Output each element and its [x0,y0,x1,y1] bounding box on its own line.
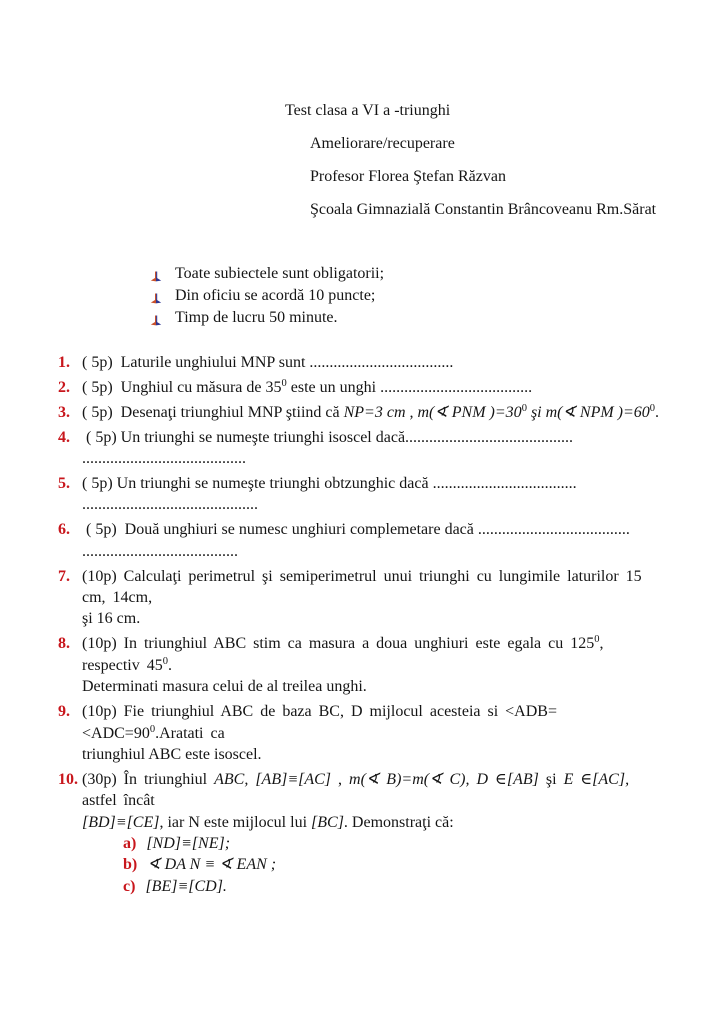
question-row-10 [58,769,664,897]
math-text: ∢ DA N ≡ ∢ EAN ; [147,856,277,874]
plain-text: .Aratati ca [155,724,225,742]
header-professor: Profesor Florea Ştefan Răzvan [310,168,506,185]
instruction-item [150,285,724,307]
question-line [82,676,664,697]
arrow-tack-bullet-icon [150,290,162,302]
plain-text: . Demonstraţi că: [343,813,454,831]
math-text: [BD]≡[CE] [82,813,160,831]
plain-text: ( 5p) Laturile unghiului MNP sunt .................................... [82,354,454,371]
question-content [82,352,664,373]
plain-text: este un unghi ...................................... [286,378,533,396]
question-line [82,744,664,765]
question-line [82,833,664,854]
question-content [82,701,664,765]
question-line [82,402,664,423]
plain-text: (10p) Calculaţi perimetrul şi semiperimetrul unui triunghi cu lungimile laturilor 15 cm, 14cm, [82,567,649,607]
math-text: şi m(∢ NPM )=60 [526,403,650,421]
question-number: 3. [58,403,70,421]
question-content [82,377,664,398]
plain-text: ( 5p) Două unghiuri se numesc unghiuri complemetare dacă ...................................... [82,521,630,539]
question-row-9 [58,701,664,765]
math-text: NP=3 cm , m(∢ PNM )=30 [343,403,522,421]
question-content [82,566,664,630]
document-title: Test clasa a VI a -triunghi [285,102,451,119]
question-line [82,352,664,373]
question-line [82,701,664,744]
question-number: 9. [58,703,70,721]
document-header [0,0,724,219]
plain-text: ( 5p) Un triunghi se numeşte triunghi obtzunghic dacă .................................... [82,475,577,493]
question-row-2 [58,377,664,398]
question-line [82,377,664,398]
plain-text: , respectiv 45 [82,635,611,674]
superscript: 0 [149,723,156,735]
subitem-label: b) [123,856,138,874]
plain-text: (30p) În triunghiul [82,770,215,788]
question-line [82,519,664,540]
header-school: Şcoala Gimnazială Constantin Brâncoveanu Rm.Sărat [310,201,657,218]
header-subtitle: Ameliorare/recuperare [310,135,455,152]
plain-text: (10p) Fie triunghiul ABC de baza BC, D mijlocul acesteia si <ADB=<ADC=90 [82,703,557,742]
plain-text: ( 5p) Desenaţi triunghiul MNP ştiind că [82,403,344,421]
plain-text: triunghiul ABC este isoscel. [82,745,262,763]
question-number: 2. [58,378,70,396]
instruction-item [150,307,724,329]
superscript: 0 [521,402,527,414]
question-number: 8. [58,635,70,653]
question-line [82,854,664,875]
question-line [82,812,664,833]
math-text: [BE]≡[CD]. [145,877,227,895]
question-content [82,427,664,470]
question-number: 5. [58,475,70,493]
instruction-text: Toate subiectele sunt obligatorii; [175,265,385,282]
arrow-tack-bullet-icon [150,312,162,324]
plain-text: , [331,770,350,788]
question-number: 7. [58,567,70,585]
question-number: 6. [58,521,70,539]
instruction-text: Timp de lucru 50 minute. [175,309,338,326]
superscript: 0 [649,402,656,414]
question-row-3 [58,402,664,423]
question-content [82,519,664,562]
plain-text: şi 16 cm. [82,610,141,628]
plain-text: . [655,403,660,421]
plain-text: ( 5p) Unghiul cu măsura de 35 [82,378,282,396]
instruction-item [150,263,724,285]
plain-text: (10p) In triunghiul ABC stim ca masura a doua unghiuri este egala cu 125 [82,635,595,653]
question-number: 4. [58,428,70,446]
question-content [82,473,664,516]
arrow-tack-bullet-icon [150,268,162,280]
question-number: 1. [58,354,70,371]
question-line [82,473,664,494]
question-row-8 [58,633,664,697]
superscript: 0 [162,655,168,667]
subitem-label: a) [123,835,137,853]
subitem-label: c) [123,877,136,895]
question-line [82,494,664,515]
plain-text: , iar N este mijlocul lui [159,813,312,831]
question-content [82,402,664,423]
questions-list [58,352,664,897]
plain-text: şi [538,770,564,788]
math-text: [ND]≡[NE]; [146,835,231,853]
plain-text: ( 5p) Un triunghi se numeşte triunghi isoscel dacă.......................................... [82,428,574,446]
superscript: 0 [594,634,600,646]
question-number: 10. [58,770,78,788]
question-line [82,541,664,562]
question-line [82,876,664,897]
plain-text: ....................................... [82,542,238,560]
question-row-4 [58,427,664,470]
question-row-7 [58,566,664,630]
question-line [82,427,664,448]
plain-text: ............................................ [82,496,258,514]
question-content [82,769,664,897]
plain-text: ......................................... [82,450,246,468]
question-row-5 [58,473,664,516]
plain-text: . [168,656,172,674]
plain-text: Determinati masura celui de al treilea unghi. [82,678,367,696]
question-row-6 [58,519,664,562]
question-line [82,633,664,676]
math-text: [BC] [311,813,344,831]
math-text: m(∢ B)=m(∢ C), D ∈[AB] [349,770,539,788]
question-content [82,633,664,697]
question-row-1 [58,352,664,373]
plain-text: astfel încât [82,770,637,810]
question-line [82,448,664,469]
question-line [82,608,664,629]
question-line [82,769,664,812]
instruction-text: Din oficiu se acordă 10 puncte; [175,287,376,304]
math-text: E ∈[AC], [563,770,630,788]
math-text: ABC, [AB]≡[AC] [214,770,332,788]
question-line [82,566,664,609]
superscript: 0 [281,377,287,389]
instructions-list [150,263,724,329]
